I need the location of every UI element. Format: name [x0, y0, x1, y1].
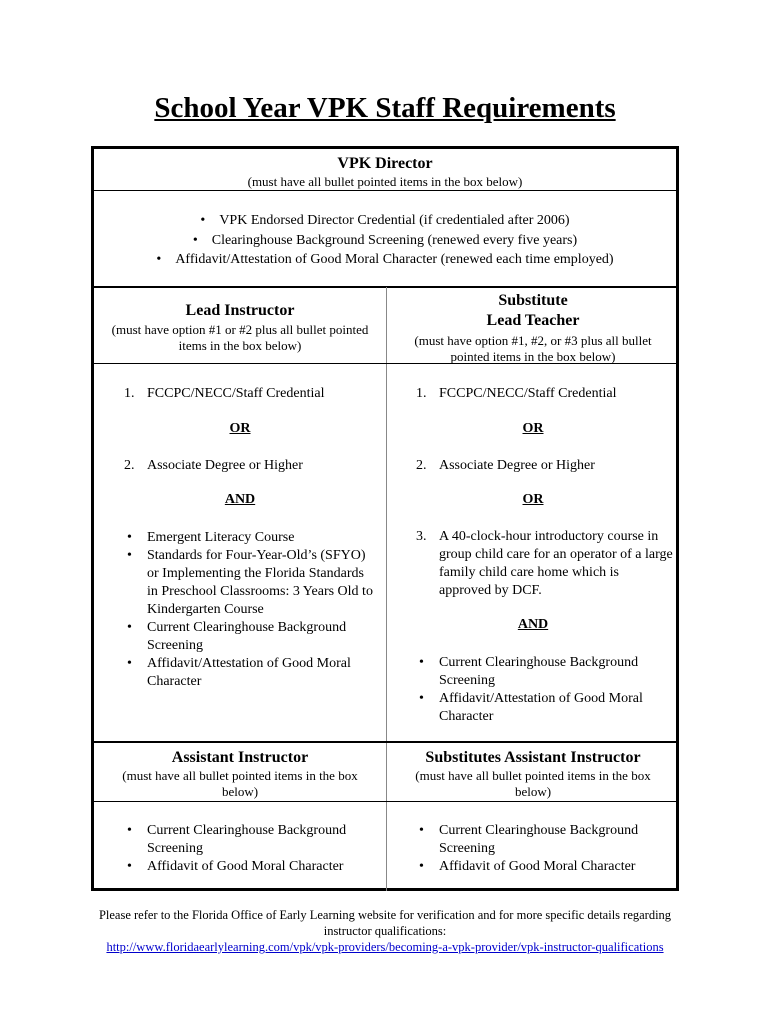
list-item: • Affidavit of Good Moral Character: [123, 858, 375, 876]
option-number: 1.: [416, 386, 427, 401]
lead-instructor-heading: Lead Instructor: [185, 302, 295, 319]
or-label: OR: [229, 421, 251, 436]
list-item: • Affidavit/Attestation of Good Moral Character (renewed each time employed): [156, 252, 614, 267]
substitute-assistant-items: [415, 822, 673, 876]
lead-instructor-items: [123, 529, 375, 691]
director-heading: VPK Director: [337, 155, 433, 172]
lead-option-1: FCCPC/NECC/Staff Credential: [147, 386, 325, 401]
page-title: School Year VPK Staff Requirements: [154, 92, 616, 124]
lead-option-2: Associate Degree or Higher: [147, 458, 303, 473]
footer-text: Please refer to the Florida Office of Early Learning website for verification and for more specific details regarding instructor qualifications:: [98, 908, 672, 938]
substitute-lead-heading: Substitute: [498, 292, 568, 309]
divider: [94, 801, 676, 802]
director-subheading: (must have all bullet pointed items in the box below): [247, 174, 523, 189]
director-items: [94, 211, 676, 270]
list-item: • Current Clearinghouse Background Screening: [123, 822, 375, 858]
divider: [94, 190, 676, 191]
qualifications-link[interactable]: http://www.floridaearlylearning.com/vpk/vpk-providers/becoming-a-vpk-provider/vpk-instructor-qualifications: [106, 940, 664, 954]
list-item: • Standards for Four-Year-Old’s (SFYO) or Implementing the Florida Standards in Preschool Classrooms: 3 Years Old to Kindergarten Course: [123, 547, 375, 619]
divider: [94, 741, 676, 743]
substitute-assistant-heading: Substitutes Assistant Instructor: [425, 749, 641, 766]
assistant-instructor-items: [123, 822, 375, 876]
sub-option-3: A 40-clock-hour introductory course in group child care for an operator of a large family child care home which is approved by DCF.: [439, 529, 673, 598]
list-item: • Affidavit of Good Moral Character: [415, 858, 673, 876]
substitute-lead-heading-2: Lead Teacher: [486, 312, 580, 329]
list-item: • Current Clearinghouse Background Screening: [415, 822, 673, 858]
assistant-instructor-heading: Assistant Instructor: [171, 749, 309, 766]
sub-option-1: FCCPC/NECC/Staff Credential: [439, 386, 617, 401]
option-number: 3.: [416, 529, 427, 544]
divider: [94, 286, 676, 288]
lead-instructor-subheading: (must have option #1 or #2 plus all bullet pointed items in the box below): [111, 322, 369, 353]
substitute-lead-subheading: (must have option #1, #2, or #3 plus all bullet pointed items in the box below): [414, 333, 652, 364]
divider: [94, 363, 676, 364]
footer: [80, 907, 690, 955]
option-number: 1.: [124, 386, 135, 401]
option-number: 2.: [124, 458, 135, 473]
substitute-lead-items: [415, 654, 673, 726]
or-label: OR: [522, 492, 544, 507]
list-item: • Current Clearinghouse Background Screening: [123, 619, 375, 655]
and-label: AND: [224, 492, 256, 507]
list-item: • Affidavit/Attestation of Good Moral Character: [415, 690, 673, 726]
list-item: • Clearinghouse Background Screening (renewed every five years): [192, 232, 578, 248]
and-label: AND: [517, 617, 549, 632]
list-item: • Affidavit/Attestation of Good Moral Character: [123, 655, 375, 691]
or-label: OR: [522, 421, 544, 436]
option-number: 2.: [416, 458, 427, 473]
list-item: • Current Clearinghouse Background Screening: [415, 654, 673, 690]
list-item: • Emergent Literacy Course: [123, 529, 375, 547]
list-item: • VPK Endorsed Director Credential (if credentialed after 2006): [200, 213, 570, 228]
substitute-assistant-subheading: (must have all bullet pointed items in the box below): [415, 768, 651, 799]
assistant-instructor-subheading: (must have all bullet pointed items in the box below): [122, 768, 358, 799]
sub-option-2: Associate Degree or Higher: [439, 458, 595, 473]
requirements-table: [91, 146, 679, 891]
